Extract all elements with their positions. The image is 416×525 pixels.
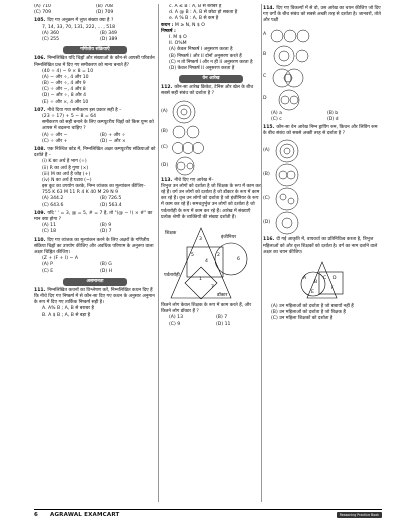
page-footer [34, 509, 382, 520]
brand-name: AGRAWAL EXAMCART [50, 512, 120, 518]
letter-label: A [303, 275, 307, 281]
question-112: 112. कौन-सा आरेख क्रिकेट, टेनिस और खेल के बीच सबसे सही संबंध को दर्शाता है ? (A) (B) (C) (D) [161, 85, 261, 175]
option-b-115: (B) [263, 163, 381, 187]
option-b-114: B [263, 45, 381, 67]
concentric-circles-figure [171, 100, 197, 124]
column-3 [263, 4, 381, 504]
column-divider [261, 4, 262, 502]
label-engineer: इंजीनियर [221, 234, 237, 240]
question-105: 105. दिए गए अनुक्रम में लुप्त संख्या क्या है ? 7, 14, 33, 70, 131, 222, ... , 518 (A) 360 (B) 349 (C) 255 (D) 389 [34, 18, 118, 42]
column-divider [158, 4, 159, 502]
question-108: 108. एक निश्चित कोड में, निम्नलिखित अक्षर कम्प्यूटरीय संक्रियाओं को दर्शाते हैं – (i) K का अर्थ है भाग (÷) (ii) R का अर्थ है गुणा (×) (iii) M का अर्थ है जोड़ (+) (iv) N का अर्थ है घटाव (−) इस कूट का उपयोग करके, निम्न व्यंजक का मूल्यांकन कीजिए– 755 K 63 M 11 R 4 K 40 M 29 N 9 (A) 344.2 (B) 726.5 (C) 643.6 (D) 563.4 [34, 146, 156, 208]
letter-label: E [311, 289, 314, 295]
question-107: 107. नीचे दिया गया समीकरण इस प्रकार सही है – (23 ÷ 17) + 5 − 8 = 64 समीकरण को सही बनाने के लिए कम्प्यूटरीय चिह्नों को किस युग्म को आपस में बदलना चाहिए ? (A) ÷ और − (B) + और ÷ (C) ÷ और + (D) − और × [34, 107, 154, 144]
option-d-115: (D) [263, 211, 381, 235]
circle-with-dots [274, 187, 300, 211]
question-111: 111. निम्नलिखित कथनों का विश्लेषण करें, निम्नलिखित कथन दिए हैं कि नीचे दिए गए निष्कर्ष में से कौन-सा दिए गए कथन के अनुसार अनुमान के रूप में दिए गए तार्किक निष्कर्ष सही है। A. A% B ; A, B से बराबर है B. A $ B ; A, B से बड़ा है [34, 287, 155, 318]
region-number: 5 [191, 252, 194, 258]
book-badge: Reasoning Practice Book [337, 512, 382, 518]
circle-separate [274, 211, 300, 235]
option-c-115: (C) [263, 187, 381, 211]
letter-label: D [333, 275, 337, 281]
region-number: 4 [205, 258, 208, 264]
column-2: c. A ≤ B : A, B से बराबर है d. A @ B : A, B से छोटा हो सकता है e. A % B : A, B से कम है कथन : M ≥ N, N $ O निष्कर्ष : I. M $ O II. O%M (A) केवल निष्कर्ष I अनुसरण करता है (B) निष्कर्ष I और II दोनों अनुसरण करते हैं (C) न तो निष्कर्ष I और न ही II अनुसरण करता है (D) केवल निष्कर्ष II अनुसरण करता है वेन आरेख 112. कौन-सा आरेख क्रिकेट, टेनिस और खेल के बीच सबसे सही संबंध को दर्शाता है ? (A) (B) (C) (D) 113. नीचे दिए गए आरेख में– त्रिभुज उन लोगों को दर्शाता है जो शिक्षक के रूप में काम कर रहे हैं। वर्ग उन लोगों को दर्शाता है जो डॉक्टर के रूप में काम कर रहे हैं। वृत्त उन लोगों को दर्शाता है जो इंजीनियर के रूप में काम कर रहे हैं। समचतुर्भुज उन लोगों को दर्शाता है जो पर्वतारोही के रूप में काम कर रहे हैं। आरेख में संख्याएँ प्रत्येक श्रेणी के व्यक्तियों की संख्या दर्शाती हैं। शिक्षक इंजीनियर पर्वतारोही डॉक्टर 3 5 4 2 1 6 7 कितने लोग केवल शिक्षक के रूप में काम करते हैं, और कितने लोग डॉक्टर हैं ? (A) 13 (B) 7 (C) 9 (D) 11 [161, 4, 261, 327]
question-110: 110. दिए गए व्यंजक का मूल्यांकन करने के लिए अक्षरों के गणितीय संक्रिया चिह्नों का उपयोग कीजिए और अवधिक परिणाम के अनुरूप वाला अक्षर चिह्नित कीजिए। (Z + (F + I) − A (A) P (B) G (C) E (D) H [34, 237, 154, 274]
concentric-circles [274, 139, 300, 163]
option-a-115: (A) [263, 139, 381, 163]
section-heading-venn: वेन आरेख [179, 75, 243, 83]
region-number: 3 [199, 236, 202, 242]
nested-circles-figure [171, 156, 201, 176]
question-106: 106. निम्नलिखित यदि चिह्नों और संख्याओं के कौन-से आपसी परिवर्तन निम्नलिखित प्रश्न में दिए गए समीकरण को मान्य बनाते हैं? (40 ÷ 4) − 9 × 8 = 10 (A) − और ÷, 4 और 10 (B) − और ÷, 4 और 9 (C) ÷ और −, 4 और 8 (D) − और ÷, 8 और 4 (E) ÷ और ×, 4 और 10 [34, 56, 155, 105]
option-d-114: D [263, 89, 381, 111]
region-number: 7 [211, 284, 214, 290]
three-separate-circles [270, 27, 310, 45]
label-teacher: शिक्षक [165, 230, 177, 236]
section-heading-inequality: असमानता [63, 278, 127, 286]
section-heading: गणितीय संक्रियाएँ [63, 46, 127, 54]
three-circles-figure [171, 140, 205, 156]
option-d-112: (D) [161, 156, 261, 176]
shapes-figure [287, 258, 357, 302]
option-a-114: A [263, 27, 381, 45]
option-b-112: (B) [161, 124, 261, 140]
options-top: (A) 710 (B) 708 [34, 4, 113, 9]
question-113: 113. नीचे दिए गए आरेख में– त्रिभुज उन लोगों को दर्शाता है जो शिक्षक के रूप में काम कर रहे हैं। वर्ग उन लोगों को दर्शाता है जो डॉक्टर के रूप में काम कर रहे हैं। वृत्त उन लोगों को दर्शाता है जो इंजीनियर के रूप में काम कर रहे हैं। समचतुर्भुज उन लोगों को दर्शाता है जो पर्वतारोही के रूप में काम कर रहे हैं। आरेख में संख्याएँ प्रत्येक श्रेणी के व्यक्तियों की संख्या दर्शाती हैं। शिक्षक इंजीनियर पर्वतारोही डॉक्टर 3 5 4 2 1 6 7 कितने लोग केवल शिक्षक के रूप में काम करते हैं, और कितने लोग डॉक्टर हैं ? (A) 13 (B) 7 (C) 9 (D) 11 [161, 177, 261, 327]
question-115: 115. कौन-सा वेन आरेख निम्न ड्रायिंग रूम, किचन और लिविंग रूम के बीच संबंध को सबसे अच्छी तरह से दर्शाता है ? (A) (B) (C) (D) [263, 125, 381, 235]
nested-circles [270, 45, 310, 67]
venn-figure-116 [287, 258, 357, 302]
inner-circles [271, 89, 311, 111]
page-number: 6 [34, 512, 38, 518]
overlapping-circles [270, 67, 310, 89]
circle-with-inner [274, 163, 300, 187]
letter-label: B [314, 279, 318, 285]
label-doctor: डॉक्टर [217, 292, 228, 298]
letter-label: F [331, 285, 334, 291]
column-1: (A) 710 (B) 708 (C) 709 (D) 709 105. दिए गए अनुक्रम में लुप्त संख्या क्या है ? 7, 14, 33, 70, 131, 222, ... , 518 (A) 360 (B) 349 (C) 255 (D) 389 गणितीय संक्रियाएँ 106. निम्नलिखित यदि चिह्नों और संख्याओं के कौन-से आपसी परिवर्तन निम्नलिखित प्रश्न में दिए गए समीकरण को मान्य बनाते हैं? (40 ÷ 4) − 9 × 8 = 10 (A) − और ÷, 4 और 10 (B) − और ÷, 4 और 9 (C) ÷ और −, 4 और 8 (D) − और ÷, 8 और 4 (E) ÷ और ×, 4 और 10 107. नीचे दिया गया समीकरण इस प्रकार सही है – (23 ÷ 17) + 5 − 8 = 64 समीकरण को सही बनाने के लिए कम्प्यूटरीय चिह्नों को किस युग्म को आपस में बदलना चाहिए ? (A) ÷ और − (B) + और ÷ (C) ÷ और + (D) − और × 108. एक निश्चित कोड में, निम्नलिखित अक्षर कम्प्यूटरीय संक्रियाओं को दर्शाते हैं – (i) K का अर्थ है भाग (÷) (ii) R का अर्थ है गुणा (×) (iii) M का अर्थ है जोड़ (+) (iv) N का अर्थ है घटाव (−) इस कूट का उपयोग करके, निम्न व्यंजक का मूल्यांकन कीजिए– 755 K 63 M 11 R 4 K 40 M 29 N 9 (A) 344.2 (B) 726.5 (C) 643.6 (D) 563.4 109. यदि ' ' = 3, @ = 5, # = 7 है, तो "(@ − !) × #" का मान क्या होगा ? (A) 11 (B) 9 (C) 18 (D) 7 110. दिए गए व्यंजक का मूल्यांकन करने के लिए अक्षरों के गणितीय संक्रिया चिह्नों का उपयोग कीजिए और अवधिक परिणाम के अनुरूप वाला अक्षर चिह्नित कीजिए। (Z + (F + I) − A (A) P (B) G (C) E (D) H असमानता 111. निम्नलिखित कथनों का विश्लेषण करें, निम्नलिखित कथन दिए हैं कि नीचे दिए गए निष्कर्ष में से कौन-सा दिए गए कथन के अनुसार अनुमान के रूप में दिए गए तार्किक निष्कर्ष सही है। A. A% B ; A, B से बराबर है B. A $ B ; A, B से बड़ा है [34, 4, 156, 318]
two-separate-circles-figure [171, 124, 201, 140]
label-climber: पर्वतारोही [164, 272, 180, 278]
region-number: 1 [199, 276, 202, 282]
question-114: 114. दिए गए विकल्पों में से वो, उस आरेख का चयन कीजिए जो दिए गए वर्गों के बीच संबंध को सबसे अच्छी तरह से दर्शाता है। जानवरों, तोते और पक्षी A B C D (A) a (B) b (C) c (D) d [263, 6, 381, 122]
venn-diagram-113 [161, 223, 257, 303]
region-number: 6 [237, 256, 240, 262]
question-116: 116. दी गई आकृति में, वायवर्धा का प्रतिनिधित्व करता है, त्रिभुज महिलाओं को और वृत्त शिक्षकों को दर्शाता है। वर्ग का नाम दर्शाने वाले अक्षर का चयन कीजिए। A B C D E F (A) उन महिलाओं को दर्शाता है जो बाबायों नहीं हैं (B) उन महिलाओं को दर्शाता है जो शिक्षक हैं (C) उन महिला शिक्षकों को दर्शाता है [263, 237, 378, 322]
question-109: 109. यदि ' ' = 3, @ = 5, # = 7 है, तो "(@ − !) × #" का मान क्या होगा ? (A) 11 (B) 9 (C) 18 (D) 7 [34, 210, 153, 235]
region-number: 2 [217, 252, 220, 258]
option-a-112: (A) [161, 100, 261, 124]
letter-label: C [323, 275, 327, 281]
option-c-112: (C) [161, 140, 261, 156]
option-c-114: C [263, 67, 381, 89]
